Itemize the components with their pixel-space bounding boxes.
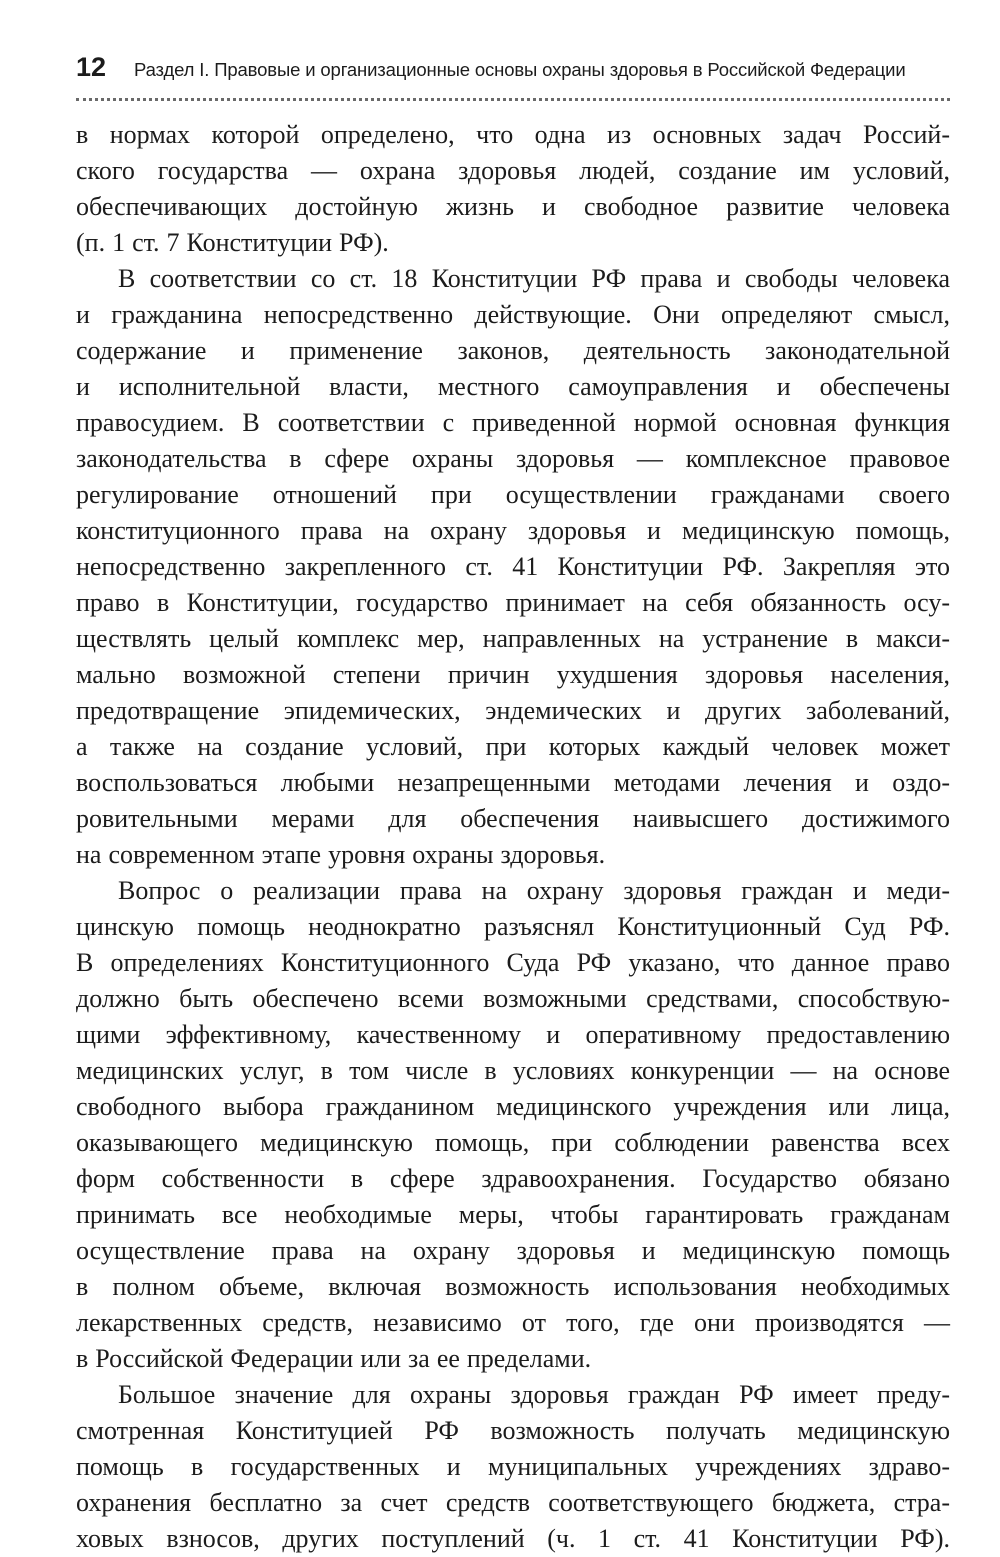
text-line: в Российской Федерации или за ее пределами. <box>76 1344 592 1373</box>
text-line: форм собственности в сфере здравоохранения. Государство обязано <box>76 1164 950 1193</box>
paragraph-3 <box>76 873 950 1377</box>
text-line: принимать все необходимые меры, чтобы гарантировать гражданам <box>76 1200 950 1229</box>
text-line: В определениях Конституционного Суда РФ указано, что данное право <box>76 948 950 977</box>
text-line: воспользоваться любыми незапрещенными методами лечения и оздо- <box>76 768 950 797</box>
section-title: Раздел I. Правовые и организационные основы охраны здоровья в Российской Федерации <box>134 59 906 80</box>
text-line: осуществление права на охрану здоровья и медицинскую помощь <box>76 1236 950 1265</box>
text-line: мально возможной степени причин ухудшения здоровья населения, <box>76 660 950 689</box>
text-line: ществлять целый комплекс мер, направленных на устранение в макси- <box>76 624 950 653</box>
text-line: на современном этапе уровня охраны здоровья. <box>76 840 606 869</box>
paragraph-2 <box>76 261 950 873</box>
text-line: помощь в государственных и муниципальных учреждениях здраво- <box>76 1452 950 1481</box>
text-line: и исполнительной власти, местного самоуправления и обеспечены <box>76 372 950 401</box>
text-line: ского государства — охрана здоровья людей, создание им условий, <box>76 156 950 185</box>
page-number: 12 <box>76 52 107 82</box>
text-line: содержание и применение законов, деятельность законодательной <box>76 336 950 365</box>
paragraph-1 <box>76 117 950 261</box>
header-divider <box>76 98 950 101</box>
text-line: регулирование отношений при осуществлении гражданами своего <box>76 480 950 509</box>
page <box>76 52 950 1557</box>
text-line: смотренная Конституцией РФ возможность получать медицинскую <box>76 1416 950 1445</box>
text-line: Вопрос о реализации права на охрану здоровья граждан и меди- <box>118 876 950 905</box>
text-line: конституционного права на охрану здоровья и медицинскую помощь, <box>76 516 950 545</box>
text-line: цинскую помощь неоднократно разъяснял Конституционный Суд РФ. <box>76 912 950 941</box>
text-line: свободного выбора гражданином медицинского учреждения или лица, <box>76 1092 950 1121</box>
text-line: в нормах которой определено, что одна из основных задач Россий- <box>76 120 950 149</box>
text-line: ровительными мерами для обеспечения наивысшего достижимого <box>76 804 950 833</box>
text-line: В соответствии со ст. 18 Конституции РФ права и свободы человека <box>118 264 950 293</box>
text-line: оказывающего медицинскую помощь, при соблюдении равенства всех <box>76 1128 950 1157</box>
text-line: законодательства в сфере охраны здоровья — комплексное правовое <box>76 444 950 473</box>
text-line: лекарственных средств, независимо от того, где они производятся — <box>76 1308 950 1337</box>
text-line: охранения бесплатно за счет средств соответствующего бюджета, стра- <box>76 1488 950 1517</box>
text-line: щими эффективному, качественному и оперативному предоставлению <box>76 1020 950 1049</box>
text-line: ховых взносов, других поступлений (ч. 1 ст. 41 Конституции РФ). <box>76 1524 950 1553</box>
text-line: предотвращение эпидемических, эндемических и других заболеваний, <box>76 696 950 725</box>
text-line: правосудием. В соответствии с приведенной нормой основная функция <box>76 408 950 437</box>
text-line: (п. 1 ст. 7 Конституции РФ). <box>76 228 389 257</box>
text-line: непосредственно закрепленного ст. 41 Конституции РФ. Закрепляя это <box>76 552 950 581</box>
running-head <box>76 52 950 96</box>
paragraph-4 <box>76 1377 950 1557</box>
text-line: обеспечивающих достойную жизнь и свободное развитие человека <box>76 192 950 221</box>
text-line: право в Конституции, государство принимает на себя обязанность осу- <box>76 588 950 617</box>
text-line: а также на создание условий, при которых каждый человек может <box>76 732 950 761</box>
text-line: Большое значение для охраны здоровья граждан РФ имеет преду- <box>118 1380 950 1409</box>
text-line: должно быть обеспечено всеми возможными средствами, способствую- <box>76 984 950 1013</box>
text-line: и гражданина непосредственно действующие. Они определяют смысл, <box>76 300 950 329</box>
text-line: медицинских услуг, в том числе в условиях конкуренции — на основе <box>76 1056 950 1085</box>
text-line: в полном объеме, включая возможность использования необходимых <box>76 1272 950 1301</box>
